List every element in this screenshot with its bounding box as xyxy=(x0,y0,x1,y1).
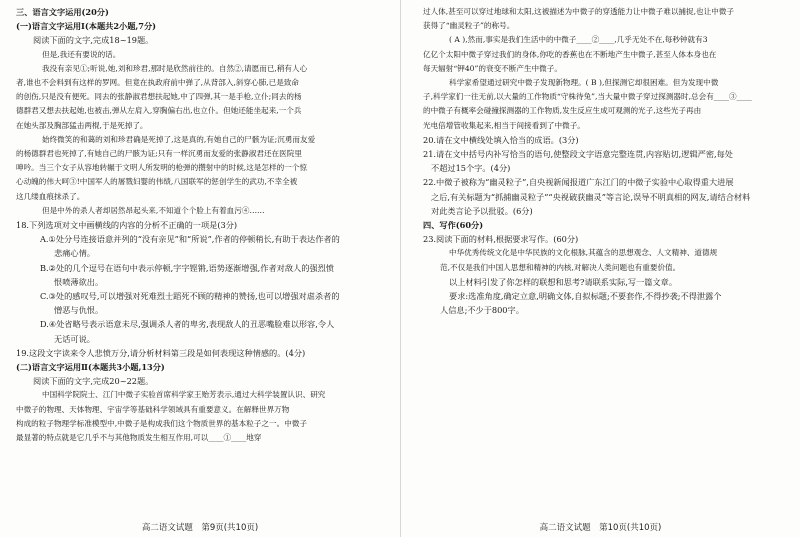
question-18: 18.下列选项对文中画横线的内容的分析不正确的一项是(3分) xyxy=(16,220,238,231)
question-22-cont: 之后,有关标题为“抓捕幽灵粒子”“央视破获幽灵”等言论,误导不明真相的网友,请结合材料 xyxy=(431,191,751,202)
passage-line: 的创伤,只是没有便死。同去的张静淑君想扶起她,中了四弹,其一是手枪,立仆;同去的杨 xyxy=(16,92,302,102)
passage-line: 科学家希望通过研究中微子发现新物理。( B ),但探测它却很困难。但为发现中微 xyxy=(449,78,719,88)
page-10-footer: 高二语文试题 第10页(共10页) xyxy=(539,523,662,533)
passage-line: 我没有亲见①;听说,她,刘和珍君,那时是欣然前往的。自然②,请愿而已,稍有人心 xyxy=(42,63,308,73)
passage-line: 获得了“幽灵粒子”的称号。 xyxy=(423,21,515,31)
question-18-option-d-cont: 无话可说。 xyxy=(54,333,95,344)
passage-line: 在她头部及胸部猛击两棍,于是死掉了。 xyxy=(16,120,148,130)
writing-material-line: 范,不仅是我们中国人思想和精神的内核,对解决人类问题也有重要价值。 xyxy=(440,262,681,272)
passage-line: 过人体,甚至可以穿过地球和太阳,这被描述为中微子的穿透能力让中微子难以捕捉,也让中微子 xyxy=(423,7,734,16)
passage-line: 子,科学家们一往无前,以大量的工作物质“守株待兔”,当大量中微子穿过探测器时,总会有____③____ xyxy=(423,92,752,102)
question-18-option-a-cont: 悲痛心情。 xyxy=(54,248,95,259)
question-23: 23.阅读下面的材料,根据要求写作。(60分) xyxy=(423,234,579,245)
instruction-line: 阅读下面的文字,完成18~19题。 xyxy=(33,35,154,46)
passage-line: 这几缕血痕抹杀了。 xyxy=(16,191,85,201)
page-9-text-column xyxy=(16,5,386,445)
question-21: 21.请在文中括号内补写恰当的语句,使整段文字语意完整连贯,内容贴切,逻辑严密,每处 xyxy=(423,149,733,160)
passage-line: ( A ),然而,事实是我们生活中的中微子____②____,几乎无处不在,每秒钟就有3 xyxy=(449,35,708,45)
section-heading: 三、语言文字运用(20分) xyxy=(16,7,109,17)
passage-line: 中微子的物理、天体物理、宇宙学等基础科学领域具有重要意义。在解释世界万物 xyxy=(16,404,290,414)
passage-line: 的杨德群君也死掉了,有她自己的尸骸为证;只有一样沉勇而友爱的张静淑君还在医院里 xyxy=(16,149,302,159)
passage-line: 但是,我还有要说的话。 xyxy=(42,49,121,59)
exam-page-10 xyxy=(401,0,800,537)
passage-line: 最显著的特点就是它几乎不与其他物质发生相互作用,可以____①____地穿 xyxy=(16,433,262,443)
subsection-heading: (一)语言文字运用Ⅰ(本题共2小题,7分) xyxy=(16,21,157,32)
question-20: 20.请在文中横线处填入恰当的成语。(3分) xyxy=(423,134,579,145)
question-18-option-c: C.③处的感叹号,可以增强对死难烈士蹈死不顾的精神的赞扬,也可以增强对虐杀者的 xyxy=(40,291,340,302)
subsection-heading: (二)语言文字运用Ⅱ(本题共3小题,13分) xyxy=(16,362,165,373)
question-18-option-d: D.④处省略号表示语意未尽,强调杀人者的卑劣,表现敌人的丑恶嘴脸难以形容,令人 xyxy=(40,319,335,330)
instruction-line: 阅读下面的文字,完成20~22题。 xyxy=(33,376,154,387)
passage-line: 心动魄的伟大呵③!中国军人的屠戮妇婴的伟绩,八国联军的惩创学生的武功,不幸全被 xyxy=(16,177,298,187)
section-heading-writing: 四、写作(60分) xyxy=(423,220,484,231)
question-18-option-c-cont: 憎恶与仇恨。 xyxy=(54,305,104,316)
question-18-option-a: A.①处分号连接语意并列的“没有亲见”和“所说”,作者的停顿稍长,有助于表达作者的 xyxy=(40,234,340,245)
passage-line: 亿亿个太阳中微子穿过我们的身体,你吃的香蕉也在不断地产生中微子,甚至人体本身也在 xyxy=(423,49,717,59)
question-18-option-b: B.②处的几个逗号在语句中表示停顿,字字铿锵,语势逐渐增强,作者对敌人的强烈愤 xyxy=(40,262,334,273)
writing-material-line: 中华优秀传统文化是中华民族的文化根脉,其蕴含的思想观念、人文精神、道德规 xyxy=(449,248,718,258)
page-9-footer: 高二语文试题 第9页(共10页) xyxy=(141,523,259,533)
passage-line: 的中微子有概率会碰撞探测器的工作物质,发生反应生成可观测的光子,这些光子再由 xyxy=(423,106,702,116)
passage-line: 光电倍增管收集起来,相当于间接看到了中微子。 xyxy=(423,120,585,130)
passage-line: 构成的粒子物理学标准模型中,中微子是构成我们这个物质世界的基本粒子之一。中微子 xyxy=(16,418,307,428)
passage-line: 中国科学院院士、江门中微子实验首席科学家王贻芳表示,通过大科学装置认识、研究 xyxy=(42,390,326,400)
writing-requirement-line: 人信息;不少于800字。 xyxy=(440,305,524,316)
question-19: 19.这段文字读来令人悲愤万分,请分析材料第三段是如何表现这种情感的。(4分) xyxy=(16,347,306,358)
question-22-cont: 对此类言论予以批驳。(6分) xyxy=(431,205,533,216)
writing-requirement-line: 要求:选准角度,确定立意,明确文体,自拟标题;不要套作,不得抄袭;不得泄露个 xyxy=(449,291,722,302)
passage-line: 始终微笑的和蔼的刘和珍君确是死掉了,这是真的,有她自己的尸骸为证;沉勇而友爱 xyxy=(42,134,316,144)
page-10-text-column xyxy=(423,5,788,317)
passage-line: 但是中外的杀人者却居然昂起头来,不知道个个脸上有着血污④…… xyxy=(42,205,265,215)
question-21-cont: 不超过15个字。(4分) xyxy=(431,163,511,174)
passage-line: 德群君又想去扶起她,也被击,弹从左肩入,穿胸偏右出,也立仆。但她还能坐起来,一个兵 xyxy=(16,106,302,116)
question-22: 22.中微子被称为“幽灵粒子”,自央视新闻报道广东江门的中微子实验中心取得重大进展 xyxy=(423,177,734,188)
writing-prompt-line: 以上材料引发了你怎样的联想和思考?请联系实际,写一篇文章。 xyxy=(449,276,678,287)
passage-line: 者,谁也不会料到有这样的罗网。但竟在执政府前中弹了,从背部入,斜穿心肺,已是致命 xyxy=(16,78,300,88)
passage-line: 呻吟。当三个女子从容地转辗于文明人所发明的枪弹的攒射中的时候,这是怎样的一个惊 xyxy=(16,163,307,173)
question-18-option-b-cont: 恨喷薄欲出。 xyxy=(54,276,104,287)
passage-line: 每天辐射“钾40”的衰变不断产生中微子。 xyxy=(423,63,562,73)
